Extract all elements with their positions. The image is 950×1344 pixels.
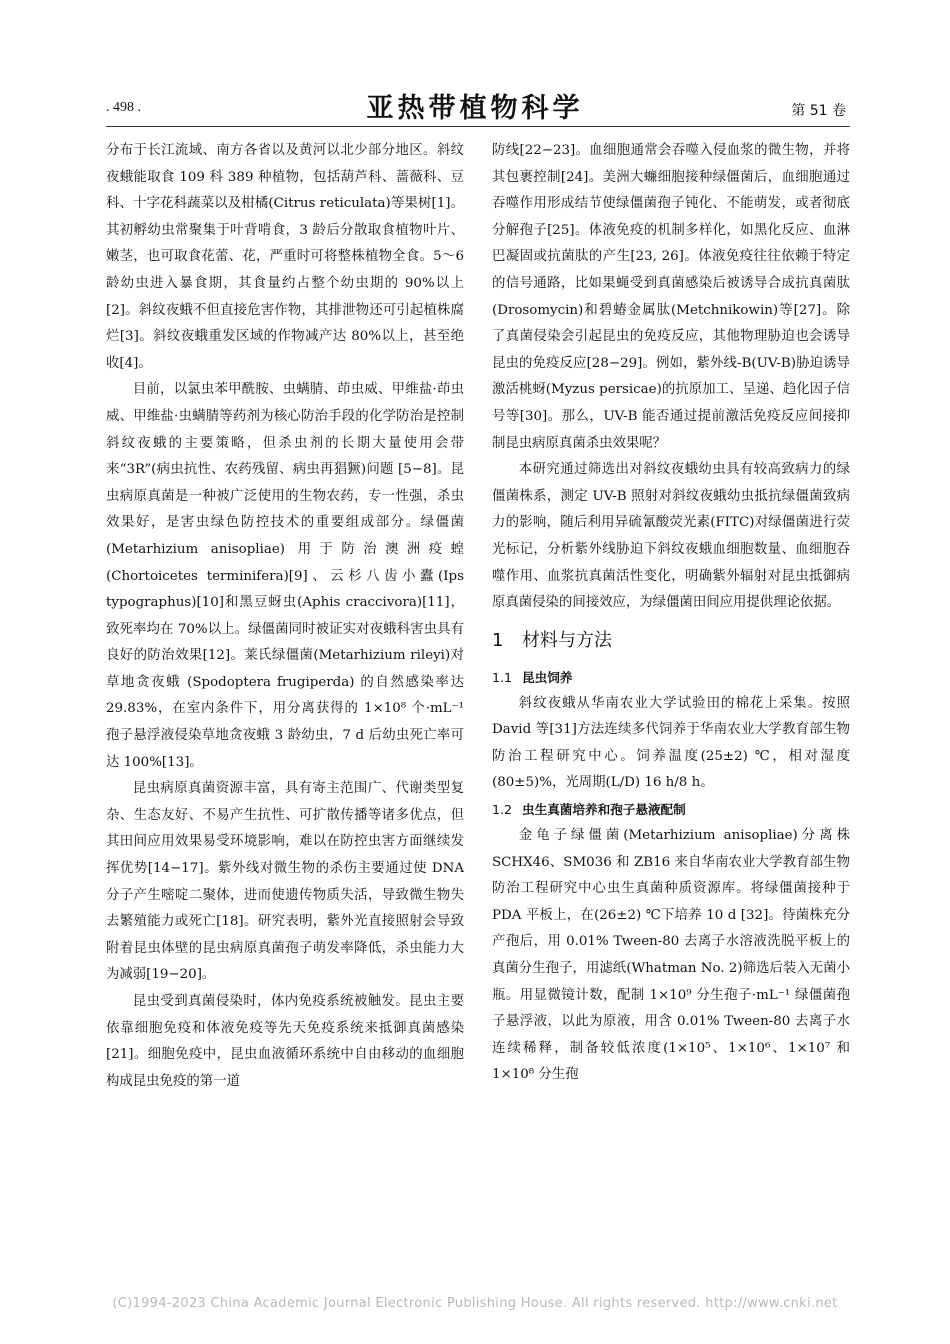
paragraph: 防线[22−23]。血细胞通常会吞噬入侵血浆的微生物，并将其包裹控制[24]。美洲大蠊细胞接种绿僵菌后，血细胞通过吞噬作用形成结节使绿僵菌孢子钝化、不能萌发，或者彻底分解孢子[25]。体液免疫的机制多样化，如黑化反应、血淋巴凝固或抗菌肽的产生[23, 26]。体液免疫往往依赖于特定的信号通路，比如果蝇受到真菌感染后被诱导合成抗真菌肽(Drosomycin)和碧蝽金属肽(Metchnikowin)等[27]。除了真菌侵染会引起昆虫的免疫反应，其他物理胁迫也会诱导昆虫的免疫反应[28−29]。例如，紫外线-B(UV-B)胁迫诱导激活桃蚜(Myzus persicae)的抗原加工、呈递、趋化因子信号等[30]。那么，UV-B 能否通过提前激活免疫反应间接抑制昆虫病原真菌杀虫效果呢？	[492, 143, 850, 451]
paragraph: 分布于长江流域、南方各省以及黄河以北少部分地区。斜纹夜蛾能取食 109 科 389 种植物，包括葫芦科、蔷薇科、豆科、十字花科蔬菜以及柑橘(Citrus reticulata)等果树[1]。其初孵幼虫常聚集于叶背啃食，3 龄后分散取食植物叶片、嫩茎，也可取食花蕾、花，严重时可将整株植物全食。5～6 龄幼虫进入暴食期，其食量约占整个幼虫期的 90%以上[2]。斜纹夜蛾不但直接危害作物，其排泄物还可引起植株腐烂[3]。斜纹夜蛾重发区域的作物减产达 80%以上，甚至绝收[4]。	[106, 143, 464, 371]
page-header	[0, 82, 950, 126]
paragraph: 本研究通过筛选出对斜纹夜蛾幼虫具有较高致病力的绿僵菌株系，测定 UV-B 照射对斜纹夜蛾幼虫抵抗绿僵菌致病力的影响，随后利用异硫氰酸荧光素(FITC)对绿僵菌进行荧光标记，分析紫外线胁迫下斜纹夜蛾血细胞数量、血细胞吞噬作用、血浆抗真菌活性变化，明确紫外辐射对昆虫抵御病原真菌侵染的间接效应，为绿僵菌田间应用提供理论依据。	[492, 462, 850, 611]
header-rule	[106, 126, 850, 127]
volume-label: 第 51 卷	[791, 103, 846, 119]
paragraph: 金龟子绿僵菌(Metarhizium anisopliae)分离株 SCHX46、SM036 和 ZB16 来自华南农业大学教育部生物防治工程研究中心虫生真菌种质资源库。将绿僵菌接种于 PDA 平板上，在(26±2) ℃下培养 10 d [32]。待菌株充分产孢后，用 0.01% Tween-80 去离子水溶液洗脱平板上的真菌分生孢子，用滤纸(Whatman No. 2)筛选后装入无菌小瓶。用显微镜计数，配制 1×10⁹ 分生孢子·mL⁻¹ 绿僵菌孢子悬浮液，以此为原液，用含 0.01% Tween-80 去离子水连续稀释，制备较低浓度(1×10⁵、1×10⁶、1×10⁷ 和 1×10⁸ 分生孢	[492, 828, 850, 1083]
paragraph: 斜纹夜蛾从华南农业大学试验田的棉花上采集。按照 David 等[31]方法连续多代饲养于华南农业大学教育部生物防治工程研究中心。饲养温度(25±2) ℃，相对湿度(80±5)%，光周期(L/D) 16 h/8 h。	[492, 695, 850, 791]
section-number: 1	[492, 629, 504, 651]
paragraph: 昆虫病原真菌资源丰富，具有寄主范围广、代谢类型复杂、生态友好、不易产生抗性、可扩散传播等诸多优点，但其田间应用效果易受环境影响，难以在防控虫害方面继续发挥优势[14−17]。紫外线对微生物的杀伤主要通过使 DNA 分子产生嘧啶二聚体，进而使遗传物质失活，导致微生物失去繁殖能力或死亡[18]。研究表明，紫外光直接照射会导致附着昆虫体壁的昆虫病原真菌孢子萌发率降低，杀虫能力大为减弱[19−20]。	[106, 781, 464, 983]
subsection-title: 虫生真菌培养和孢子悬液配制	[522, 802, 686, 818]
copyright-footer: (C)1994-2023 China Academic Journal Electronic Publishing House. All rights reserved. http://www.cnki.net	[112, 1296, 838, 1311]
paragraph: 昆虫受到真菌侵染时，体内免疫系统被触发。昆虫主要依靠细胞免疫和体液免疫等先天免疫系统来抵御真菌感染[21]。细胞免疫中，昆虫血液循环系统中自由移动的血细胞构成昆虫免疫的第一道	[106, 994, 464, 1089]
paragraph: 目前，以氯虫苯甲酰胺、虫螨腈、茚虫威、甲维盐·茚虫威、甲维盐·虫螨腈等药剂为核心防治手段的化学防治是控制斜纹夜蛾的主要策略，但杀虫剂的长期大量使用会带来“3R”(病虫抗性、农药残留、病虫再猖獗)问题 [5−8]。昆虫病原真菌是一种被广泛使用的生物农药，专一性强，杀虫效果好，是害虫绿色防控技术的重要组成部分。绿僵菌(Metarhizium anisopliae) 用于防治澳洲疫蝗 (Chortoicetes terminifera)[9]、云杉八齿小蠹(Ips typographus)[10]和黑豆蚜虫(Aphis craccivora)[11]，致死率均在 70%以上。绿僵菌同时被证实对夜蛾科害虫具有良好的防治效果[12]。莱氏绿僵菌(Metarhizium rileyi)对草地贪夜蛾 (Spodoptera frugiperda) 的自然感染率达 29.83%，在室内条件下，用分离获得的 1×10⁸ 个·mL⁻¹ 孢子悬浮液侵染草地贪夜蛾 3 龄幼虫，7 d 后幼虫死亡率可达 100%[13]。	[106, 382, 464, 770]
page-number: . 498 .	[106, 100, 141, 115]
subsection-title: 昆虫饲养	[522, 669, 573, 685]
section-heading	[492, 621, 850, 661]
subsection-heading	[492, 665, 850, 691]
left-column	[106, 138, 464, 1095]
subsection-number: 1.1	[492, 669, 513, 685]
subsection-heading	[492, 797, 850, 823]
journal-title: 亚热带植物科学	[366, 93, 584, 124]
subsection-number: 1.2	[492, 802, 513, 818]
right-column	[492, 138, 850, 1089]
section-title: 材料与方法	[522, 629, 612, 651]
